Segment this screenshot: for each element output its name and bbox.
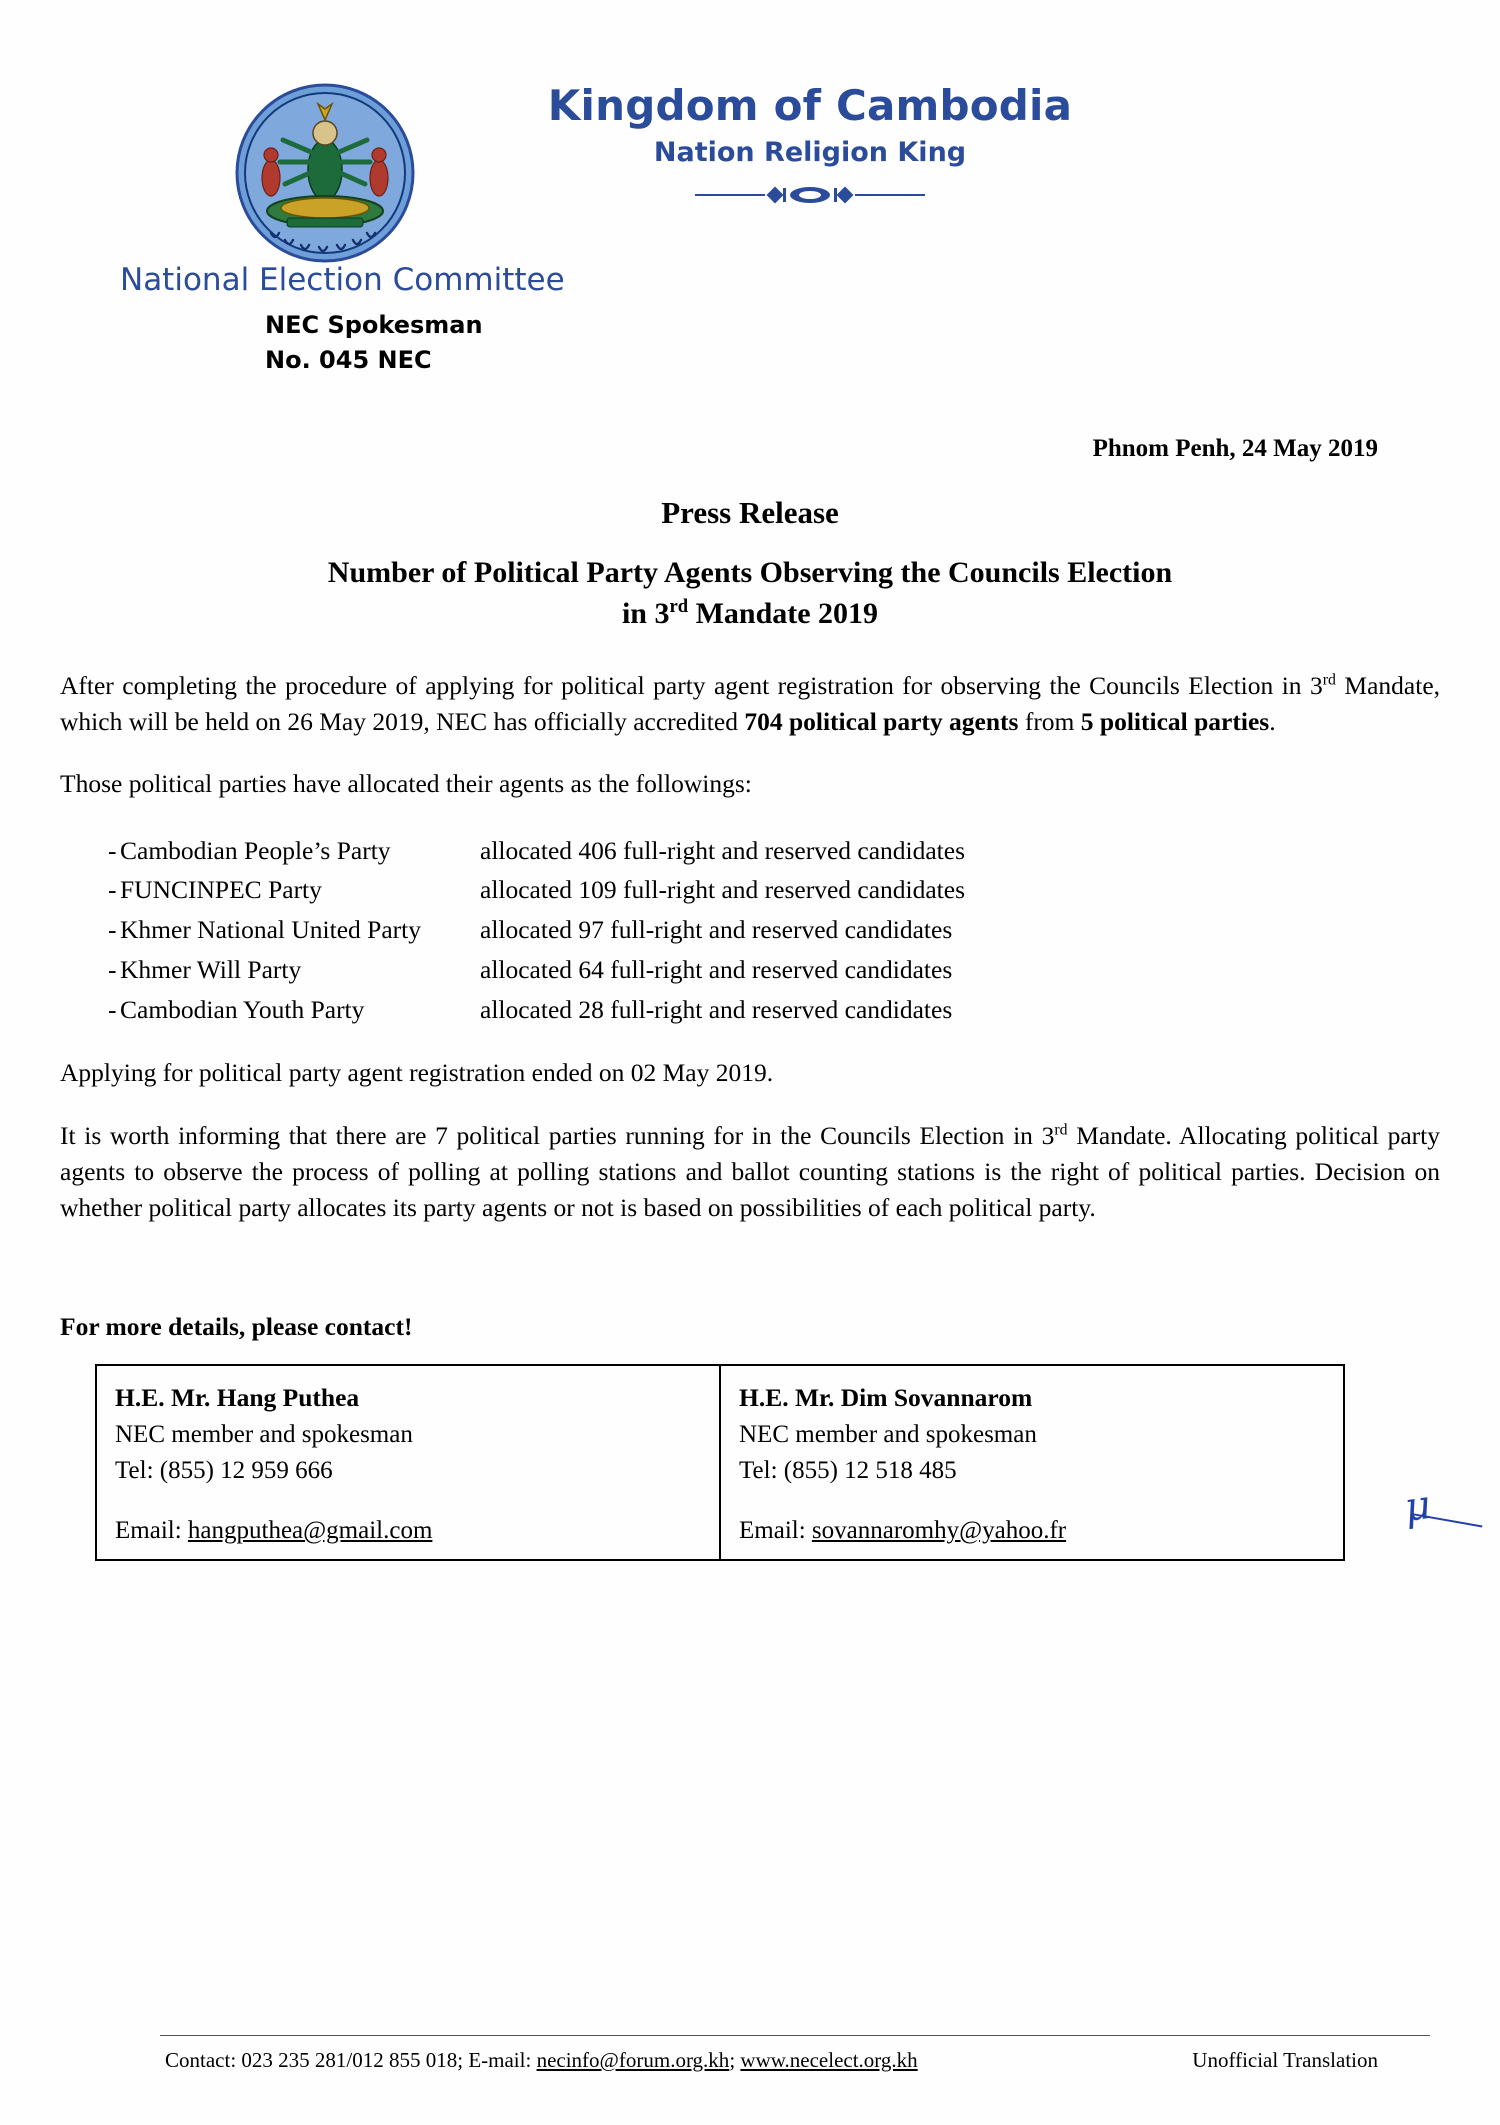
signature-mark bbox=[1401, 1475, 1482, 1532]
list-bullet: - bbox=[108, 835, 117, 865]
party-allocation: allocated 28 full-right and reserved candidates bbox=[480, 994, 953, 1024]
contact-prompt: For more details, please contact! bbox=[60, 1312, 413, 1342]
agents-count: 704 political party agents bbox=[744, 707, 1019, 737]
list-item bbox=[60, 870, 1440, 910]
contact-email-cell-right bbox=[720, 1499, 1344, 1560]
closing-ordinal: rd bbox=[1054, 1121, 1068, 1139]
page-title bbox=[60, 553, 1440, 634]
email-link[interactable]: sovannaromhy@yahoo.fr bbox=[811, 1516, 1067, 1544]
spokesman-label: NEC Spokesman bbox=[265, 311, 483, 339]
cambodia-emblem-icon bbox=[225, 78, 425, 273]
contact-tel: Tel: (855) 12 518 485 bbox=[739, 1456, 957, 1484]
spokesman-block bbox=[265, 308, 483, 378]
intro-text-b: Mandate, which will be held on 26 May 2019, NEC has officially accredited bbox=[60, 671, 1441, 737]
paragraph-closing bbox=[60, 1118, 1440, 1227]
intro-text-a: After completing the procedure of applying for political party agent registration for observing the Councils Election in 3 bbox=[60, 671, 1323, 700]
list-bullet: - bbox=[108, 954, 117, 984]
intro-text-c: from bbox=[1018, 707, 1081, 737]
party-name: Cambodian People’s Party bbox=[120, 835, 391, 865]
table-row bbox=[96, 1499, 1344, 1560]
party-allocation: allocated 97 full-right and reserved candidates bbox=[480, 915, 953, 945]
footer-website-link[interactable]: www.necelect.org.kh bbox=[740, 2048, 918, 2072]
signature-glyph: μ bbox=[1401, 1481, 1434, 1532]
doc-title-ordinal: rd bbox=[669, 595, 689, 617]
footer-separator: ; bbox=[729, 2048, 741, 2072]
footer-email-link[interactable]: necinfo@forum.org.kh bbox=[536, 2048, 730, 2072]
footer-contact bbox=[165, 2048, 918, 2073]
table-row bbox=[96, 1365, 1344, 1499]
party-allocation-list bbox=[60, 831, 1440, 1030]
email-label: Email: bbox=[739, 1516, 812, 1544]
national-motto: Nation Religion King bbox=[653, 137, 967, 169]
paragraph-registration-end: Applying for political party agent registration ended on 02 May 2019. bbox=[60, 1058, 774, 1088]
paragraph-intro bbox=[60, 668, 1440, 740]
paragraph-allocation-lead: Those political parties have allocated their agents as the followings: bbox=[60, 769, 752, 799]
doc-title-line2-pre: in 3 bbox=[621, 596, 670, 630]
document-header bbox=[60, 40, 1440, 462]
page-footer bbox=[60, 2035, 1440, 2073]
contact-cell-right bbox=[720, 1365, 1344, 1499]
party-name: FUNCINPEC Party bbox=[120, 875, 322, 905]
intro-ordinal: rd bbox=[1322, 671, 1336, 689]
list-item bbox=[60, 990, 1440, 1030]
place-date: Phnom Penh, 24 May 2019 bbox=[1092, 435, 1378, 462]
party-name: Khmer Will Party bbox=[120, 954, 302, 984]
party-name: Cambodian Youth Party bbox=[120, 994, 365, 1024]
footer-divider bbox=[160, 2035, 1430, 2036]
intro-text-d: . bbox=[1269, 707, 1276, 737]
contact-table bbox=[95, 1364, 1345, 1561]
contact-email-cell-left bbox=[96, 1499, 720, 1560]
footer-note: Unofficial Translation bbox=[1192, 2048, 1378, 2072]
press-release-heading: Press Release bbox=[661, 495, 839, 530]
email-link[interactable]: hangputhea@gmail.com bbox=[187, 1516, 433, 1544]
party-name: Khmer National United Party bbox=[120, 915, 421, 945]
footer-row bbox=[60, 2048, 1440, 2073]
list-bullet: - bbox=[108, 915, 117, 945]
document-number: No. 045 NEC bbox=[265, 345, 432, 374]
list-bullet: - bbox=[108, 994, 117, 1024]
contact-tel: Tel: (855) 12 959 666 bbox=[115, 1456, 333, 1484]
list-bullet: - bbox=[108, 875, 117, 905]
contact-role: NEC member and spokesman bbox=[115, 1420, 413, 1448]
contact-name: H.E. Mr. Dim Sovannarom bbox=[739, 1383, 1033, 1413]
doc-title-line2-post: Mandate 2019 bbox=[688, 596, 879, 630]
doc-title-line1: Number of Political Party Agents Observing the Councils Election bbox=[327, 556, 1173, 589]
list-item bbox=[60, 950, 1440, 990]
decorative-divider-icon bbox=[695, 186, 925, 204]
footer-contact-text: Contact: 023 235 281/012 855 018; E-mail: bbox=[165, 2048, 537, 2072]
organization-name: National Election Committee bbox=[120, 262, 565, 298]
party-allocation: allocated 64 full-right and reserved candidates bbox=[480, 954, 953, 984]
email-label: Email: bbox=[115, 1516, 188, 1544]
list-item bbox=[60, 831, 1440, 871]
party-allocation: allocated 109 full-right and reserved candidates bbox=[480, 875, 966, 905]
closing-text-b: Mandate. Allocating political party agents to observe the process of polling at polling stations and ballot counting stations is the right of political parties. Decision on whether political party allocates its party agents or not is based on possibilities of each political party. bbox=[60, 1120, 1440, 1223]
contact-cell-left bbox=[96, 1365, 720, 1499]
parties-count: 5 political parties bbox=[1080, 707, 1270, 737]
closing-text-a: It is worth informing that there are 7 political parties running for in the Councils Election in 3 bbox=[60, 1120, 1055, 1150]
country-title: Kingdom of Cambodia bbox=[547, 81, 1073, 130]
contact-name: H.E. Mr. Hang Puthea bbox=[115, 1383, 360, 1413]
list-item bbox=[60, 910, 1440, 950]
party-allocation: allocated 406 full-right and reserved candidates bbox=[480, 835, 966, 865]
contact-role: NEC member and spokesman bbox=[739, 1420, 1037, 1448]
